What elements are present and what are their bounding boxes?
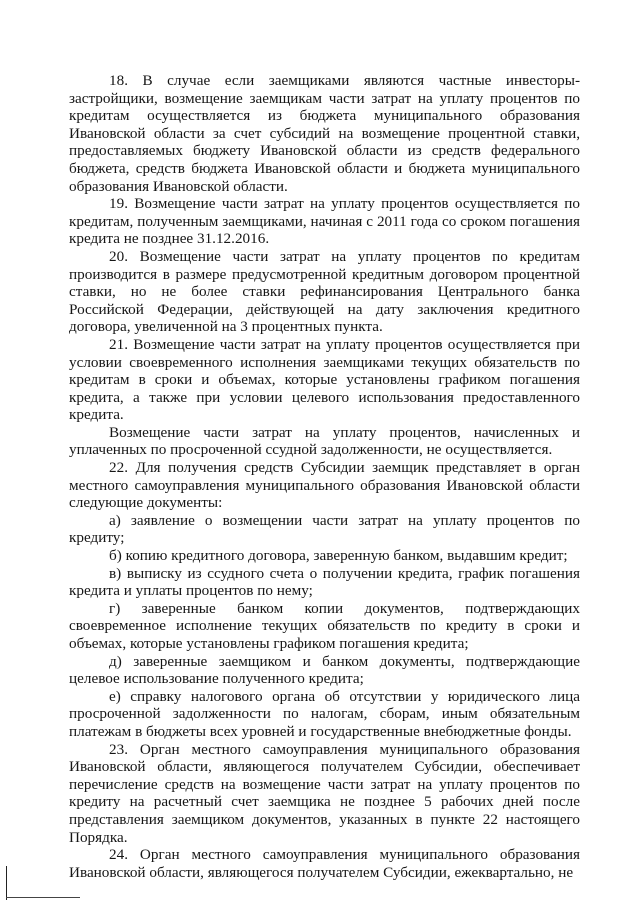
list-item-22d: г) заверенные банком копии документов, подтверждающих своевременное исполнение текущих обязательств по кредиту в сроки и объемах, которые установлены графиком погашения кредита; — [69, 599, 580, 652]
paragraph-18: 18. В случае если заемщиками являются частные инвесторы-застройщики, возмещение заемщикам части затрат на уплату процентов по кредитам осуществляется из бюджета муниципального образования Ивановской области за счет субсидий на возмещение процентной ставки, предоставляемых бюджету Ивановской области из средств федерального бюджета, средств бюджета Ивановской области и бюджета муниципального образования Ивановской области. — [69, 72, 580, 195]
list-item-22e: д) заверенные заемщиком и банком документы, подтверждающие целевое использование полученного кредита; — [69, 652, 580, 688]
paragraph-21-continuation: Возмещение части затрат на уплату процентов, начисленных и уплаченных по просроченной ссудной задолженности, не осуществляется. — [69, 423, 580, 459]
paragraph-21: 21. Возмещение части затрат на уплату процентов осуществляется при условии своевременного исполнения заемщиками текущих обязательств по кредитам в сроки и объемах, которые установлены графиком погашения кредита, а также при условии целевого использования предоставленного кредита. — [69, 335, 580, 424]
paragraph-24: 24. Орган местного самоуправления муниципального образования Ивановской области, являющегося получателем Субсидии, ежеквартально, не — [69, 846, 580, 881]
paragraph-23: 23. Орган местного самоуправления муниципального образования Ивановской области, являющегося получателем Субсидии, обеспечивает перечисление средств на возмещение части затрат на уплату процентов по кредиту на расчетный счет заемщика не позднее 5 рабочих дней после представления заемщиком документов, указанных в пункте 22 настоящего Порядка. — [69, 740, 580, 846]
list-item-22f: е) справку налогового органа об отсутствии у юридического лица просроченной задолженности по налогам, сборам, иным обязательным платежам в бюджеты всех уровней и государственные внебюджетные фонды. — [69, 687, 580, 740]
scan-edge-mark — [6, 866, 7, 900]
paragraph-22: 22. Для получения средств Субсидии заемщик представляет в орган местного самоуправления муниципального образования Ивановской области следующие документы: — [69, 459, 580, 512]
paragraph-19: 19. Возмещение части затрат на уплату процентов осуществляется по кредитам, полученным заемщиками, начиная с 2011 года со сроком погашения кредита не позднее 31.12.2016. — [69, 195, 580, 248]
list-item-22c: в) выписку из ссудного счета о получении кредита, график погашения кредита и уплаты процентов по нему; — [69, 564, 580, 600]
list-item-22a: а) заявление о возмещении части затрат на уплату процентов по кредиту; — [69, 511, 580, 547]
list-item-22b: б) копию кредитного договора, заверенную банком, выдавшим кредит; — [109, 547, 568, 565]
document-page — [69, 72, 580, 881]
paragraph-20: 20. Возмещение части затрат на уплату процентов по кредитам производится в размере предусмотренной кредитным договором процентной ставки, но не более ставки рефинансирования Центрального банка Российской Федерации, действующей на дату заключения кредитного договора, увеличенной на 3 процентных пункта. — [69, 247, 580, 336]
scan-bottom-mark — [6, 897, 80, 898]
